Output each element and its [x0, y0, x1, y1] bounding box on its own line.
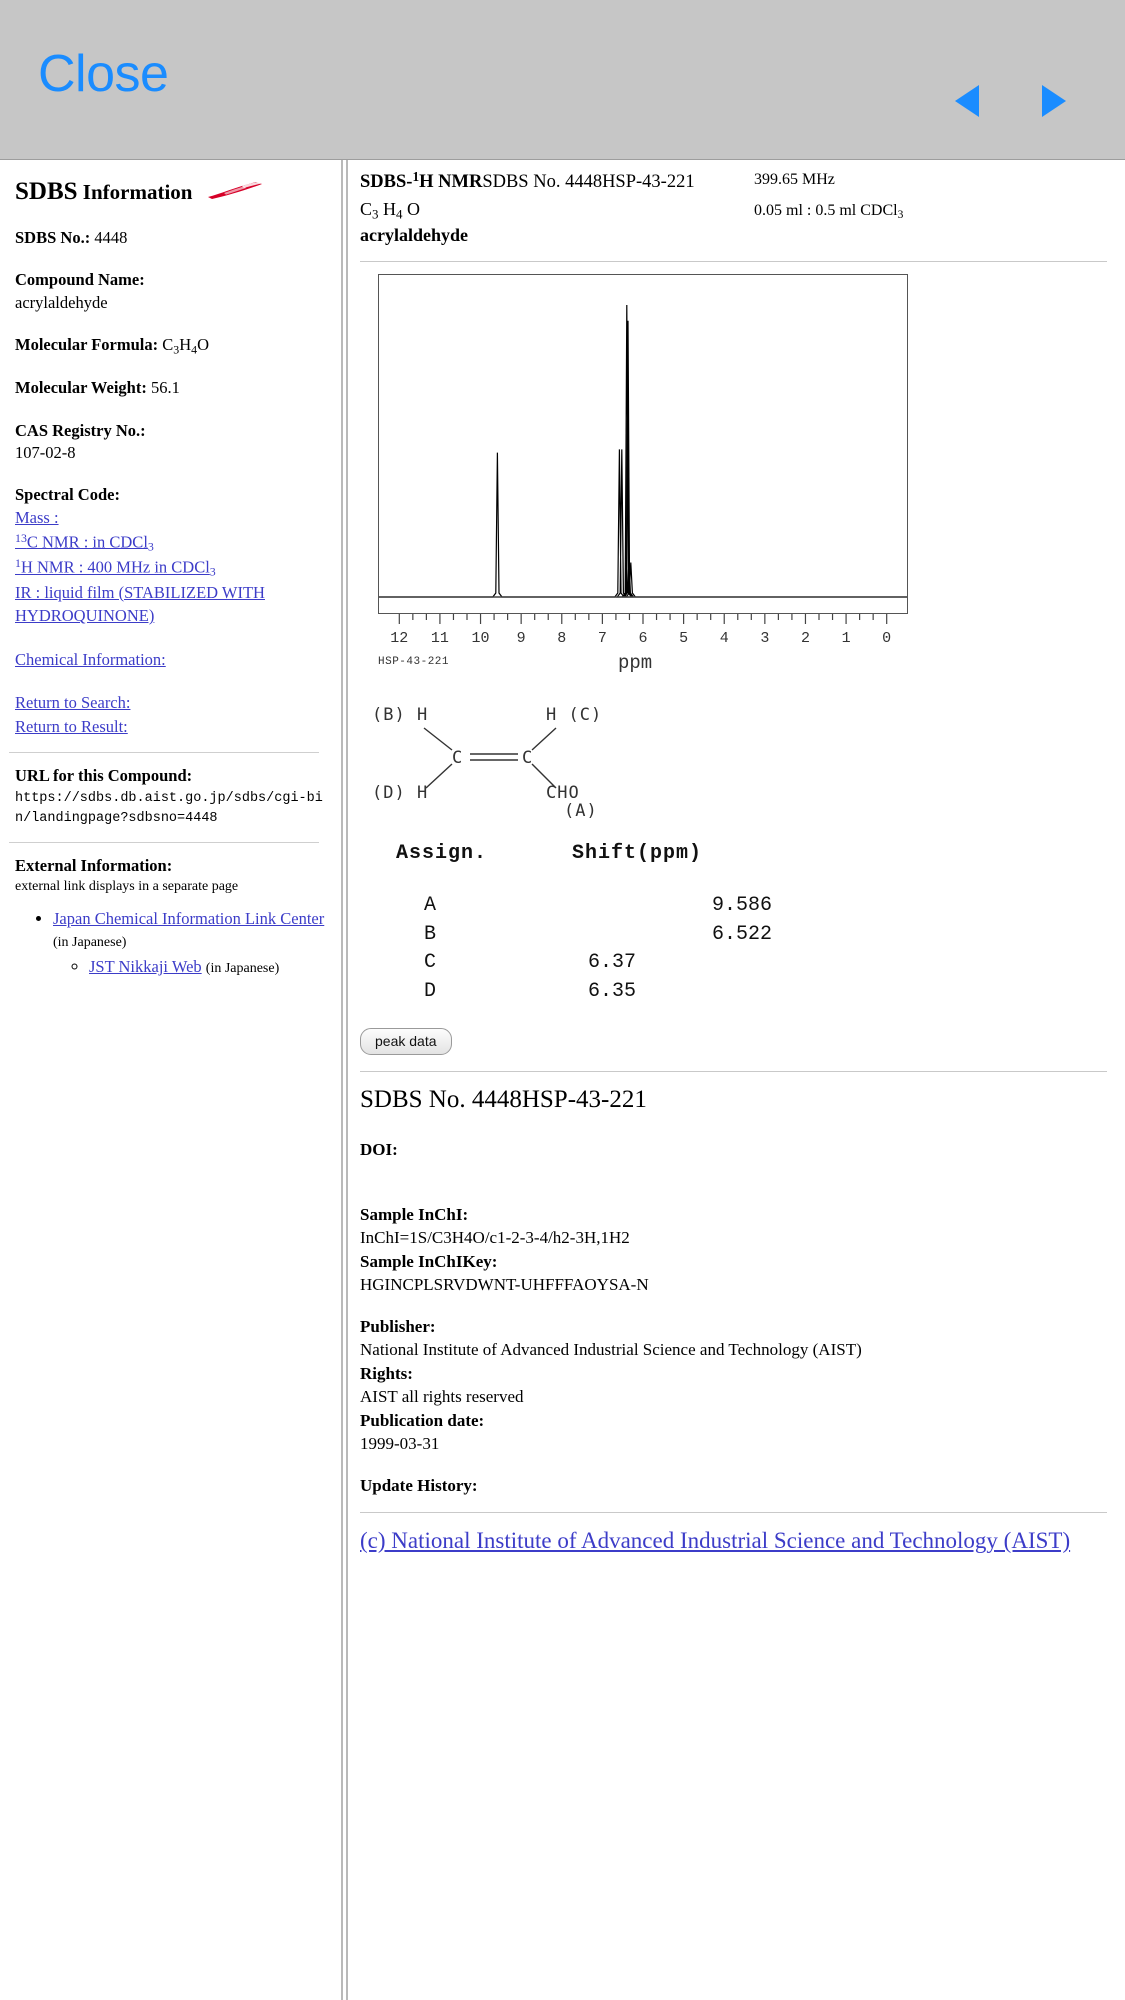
jst-nikkaji-web-link[interactable]: JST Nikkaji Web — [89, 956, 202, 976]
spectrum-formula: $C_3$ $H_4$ O — [360, 199, 420, 222]
header-rule — [360, 261, 1107, 262]
spectral-code-section — [15, 484, 325, 628]
structure-atom-c-right: C — [522, 748, 534, 768]
sample-inchikey-label: Sample InChIKey: — [360, 1251, 498, 1271]
x-tick-label: 1 — [841, 630, 851, 647]
meta-gap-3 — [360, 1454, 1111, 1472]
jcilc-note: (in Japanese) — [53, 934, 127, 950]
publisher-value: National Institute of Advanced Industrial Science and Technology (AIST) — [360, 1339, 862, 1359]
spectrum-title-bold: SDBS-$^1$H NMR — [360, 169, 483, 192]
assign-cell: D — [424, 979, 437, 1003]
meta-gap-2 — [360, 1295, 1111, 1313]
field-molecular-formula-label: Molecular Formula: — [15, 334, 159, 354]
browser-top-bar — [0, 0, 1125, 160]
metadata-section — [360, 1086, 1111, 1496]
list-item — [53, 907, 325, 979]
x-tick-label: 3 — [760, 630, 770, 647]
publication-date-value: 1999-03-31 — [360, 1433, 440, 1453]
column-divider-right — [346, 160, 348, 2000]
x-tick-label: 7 — [597, 630, 607, 647]
meta-gap-1 — [360, 1183, 1111, 1201]
field-compound-name — [15, 269, 325, 314]
triangle-right-icon[interactable] — [1042, 85, 1066, 117]
return-to-search-link[interactable]: Return to Search: — [15, 693, 131, 713]
spectrum-corner-label: HSP-43-221 — [378, 656, 450, 668]
spectrum-solvent: 0.05 ml : 0.5 ml CDCl$_3$ — [754, 202, 904, 222]
field-compound-name-value: acrylaldehyde — [15, 292, 108, 312]
table-row — [396, 949, 1111, 977]
metadata-heading: SDBS No. 4448HSP-43-221 — [360, 1085, 647, 1113]
rights-value: AIST all rights reserved — [360, 1386, 524, 1406]
spectrum-main-panel — [352, 160, 1125, 2000]
triangle-left-icon[interactable] — [955, 85, 979, 117]
sidebar-divider-2 — [9, 842, 319, 843]
url-value: https://sdbs.db.aist.go.jp/sdbs/cgi-bin/landingpage?sdbsno=4448 — [15, 791, 323, 826]
spectral-link-1h-nmr[interactable]: $^1$H NMR : 400 MHz in CDCl$_3$ — [15, 556, 216, 579]
spectral-link-13c-nmr[interactable]: $^{13}$C NMR : in CDCl$_3$ — [15, 530, 154, 554]
x-tick-label: 6 — [638, 630, 648, 647]
assign-cell: A — [424, 894, 437, 918]
assignment-table-rows — [396, 892, 1111, 1006]
x-tick-label: 4 — [719, 630, 729, 647]
external-information-section — [15, 855, 325, 978]
close-button[interactable]: Close — [38, 45, 169, 103]
x-axis-label: ppm — [618, 652, 653, 674]
field-sdbs-no-value: 4448 — [94, 228, 128, 248]
url-label: URL for this Compound: — [15, 765, 193, 785]
structure-label-d: (D) H — [372, 783, 429, 803]
assign-cell: B — [424, 922, 437, 946]
shift-cell: 6.37 — [588, 951, 637, 975]
external-information-label: External Information: — [15, 856, 173, 876]
sdbs-red-swoosh-logo — [206, 181, 264, 207]
spectrum-compound-name: acrylaldehyde — [360, 225, 468, 245]
external-sublinks-list — [71, 955, 325, 979]
x-tick-label: 11 — [430, 630, 449, 647]
spectrum-plot-box — [378, 274, 908, 614]
publication-date-label: Publication date: — [360, 1410, 485, 1430]
x-tick-label: 10 — [471, 630, 490, 647]
aist-copyright-link[interactable]: (c) National Institute of Advanced Industrial Science and Technology (AIST) — [360, 1527, 1071, 1553]
chemical-information-section — [15, 648, 325, 671]
x-tick-label: 12 — [390, 630, 409, 647]
structure-label-b: (B) H — [372, 705, 429, 725]
field-cas-registry — [15, 420, 325, 465]
spectral-link-mass[interactable]: Mass : — [15, 508, 59, 528]
field-sdbs-no-label: SDBS No.: — [15, 228, 91, 248]
sdbs-information-sidebar — [0, 160, 339, 2000]
sidebar-title-rest: Information — [82, 180, 193, 204]
assign-cell: C — [424, 951, 437, 975]
rights-label: Rights: — [360, 1363, 413, 1383]
jst-nikkaji-note: (in Japanese) — [205, 960, 280, 976]
sample-inchi-value: InChI=1S/C3H4O/c1-2-3-4/h2-3H,1H2 — [360, 1227, 630, 1247]
x-tick-label: 0 — [882, 630, 892, 647]
sample-inchikey-value: HGINCPLSRVDWNT-UHFFFAOYSA-N — [360, 1274, 649, 1294]
publisher-label: Publisher: — [360, 1316, 436, 1336]
japan-chemical-information-link-center-link[interactable]: Japan Chemical Information Link Center — [53, 908, 325, 928]
doi-label: DOI: — [360, 1139, 398, 1159]
x-tick-label: 2 — [800, 630, 810, 647]
table-row — [396, 892, 1111, 920]
spectral-link-ir[interactable]: IR : liquid film (STABILIZED WITH HYDROQUINONE) — [15, 582, 265, 626]
table-row — [396, 921, 1111, 949]
x-tick-label: 9 — [516, 630, 526, 647]
assignment-table — [396, 840, 1111, 1006]
spectrum-title — [360, 169, 695, 193]
field-molecular-weight-label: Molecular Weight: — [15, 378, 147, 398]
return-to-result-link[interactable]: Return to Result: — [15, 716, 128, 736]
structure-label-a: (A) — [564, 801, 598, 818]
shift-cell: 6.522 — [711, 922, 772, 946]
x-tick-label: 5 — [679, 630, 689, 647]
spectrum-header — [352, 169, 1111, 251]
meta-top-rule — [360, 1071, 1107, 1072]
external-links-list — [35, 907, 325, 979]
shift-cell: 9.586 — [711, 894, 772, 918]
table-row — [396, 978, 1111, 1006]
nmr-spectrum — [360, 274, 1100, 694]
spectral-code-label: Spectral Code: — [15, 485, 120, 505]
field-molecular-formula — [15, 334, 325, 357]
spectrum-frequency: 399.65 MHz — [754, 171, 835, 188]
meta-bottom-rule — [360, 1512, 1107, 1513]
field-molecular-weight — [15, 377, 325, 399]
sidebar-divider-1 — [9, 752, 319, 753]
list-item — [89, 955, 325, 979]
molecular-structure-diagram — [360, 698, 840, 818]
update-history-label: Update History: — [360, 1475, 478, 1495]
return-links-section — [15, 691, 325, 738]
shift-cell: 6.35 — [588, 979, 637, 1003]
column-divider-left — [341, 160, 343, 2000]
x-tick-label: 8 — [557, 630, 567, 647]
sample-inchi-label: Sample InChI: — [360, 1204, 469, 1224]
shift-column-header: Shift(ppm) — [572, 842, 703, 865]
structure-label-c: H (C) — [546, 705, 603, 725]
chemical-information-link[interactable]: Chemical Information: — [15, 649, 166, 669]
sidebar-title-bold: SDBS — [15, 178, 78, 205]
structure-atom-c-left: C — [452, 748, 464, 768]
field-molecular-weight-value: 56.1 — [150, 378, 180, 398]
field-molecular-formula-value: $C_3H_4O$ — [162, 334, 209, 357]
spectrum-title-rest: SDBS No. 4448HSP-43-221 — [482, 171, 695, 192]
field-sdbs-no — [15, 227, 325, 249]
url-section — [15, 765, 325, 828]
assignment-table-header — [396, 840, 1111, 868]
field-cas-registry-label: CAS Registry No.: — [15, 420, 146, 440]
external-information-note: external link displays in a separate page — [15, 878, 239, 894]
peak-data-button[interactable]: peak data — [360, 1028, 452, 1055]
field-cas-registry-value: 107-02-8 — [15, 442, 76, 462]
field-compound-name-label: Compound Name: — [15, 270, 145, 290]
spectrum-trace — [379, 275, 907, 613]
doi-value — [360, 1163, 1111, 1183]
structure-group-cho: CHO — [546, 783, 580, 803]
content-body — [0, 160, 1125, 2000]
sidebar-title — [15, 178, 325, 207]
assign-column-header: Assign. — [396, 842, 488, 865]
